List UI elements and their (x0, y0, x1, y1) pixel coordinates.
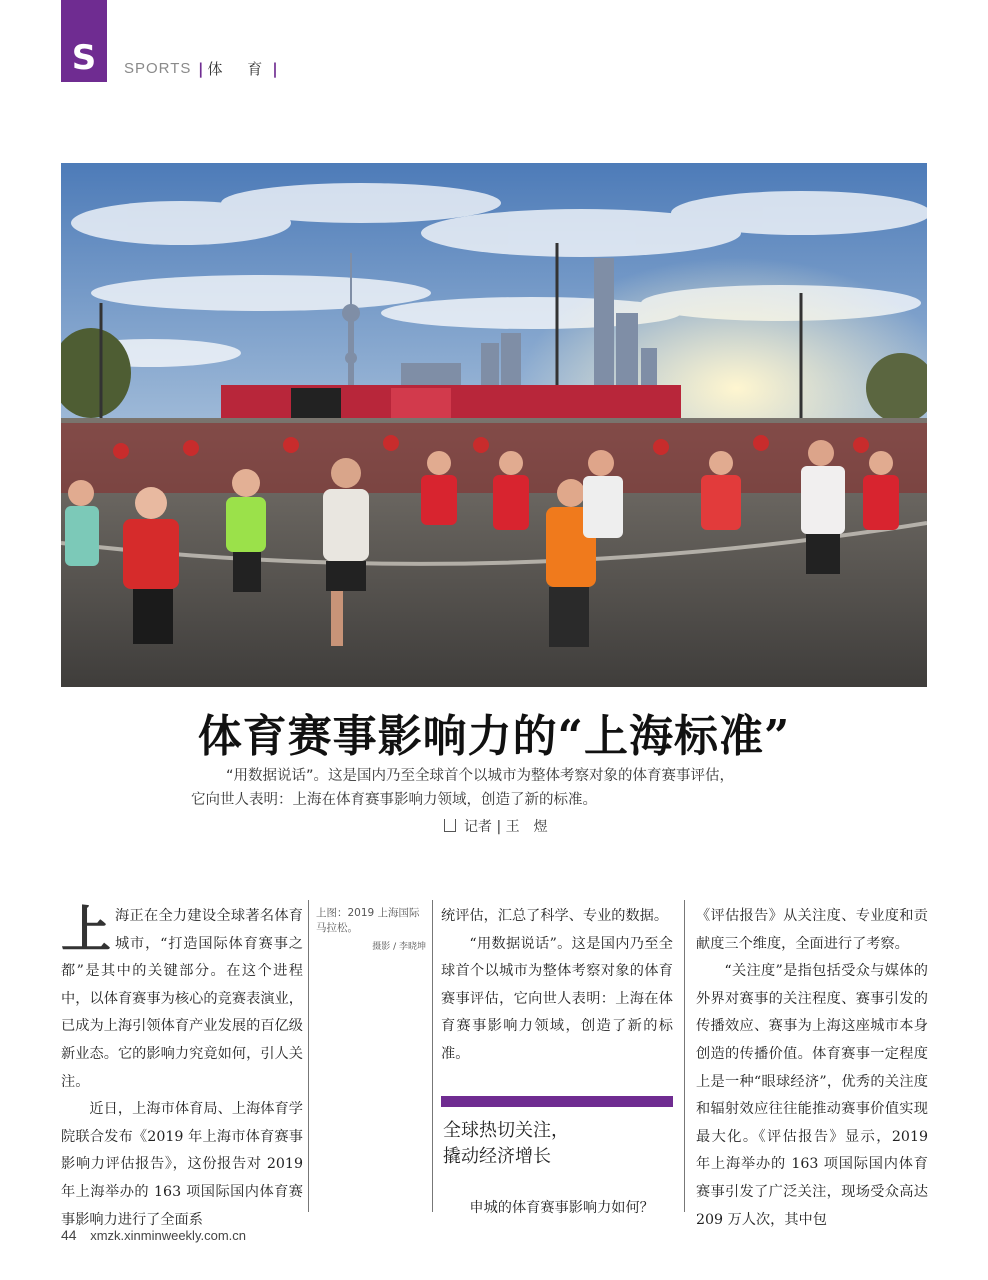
subhead-line-2: 撬动经济增长 (443, 1146, 551, 1167)
pen-icon (444, 819, 456, 832)
col4-paragraph-2: “关注度”是指包括受众与媒体的外界对赛事的关注程度、赛事引发的传播效应、赛事为上海这座城市本身创造的传播价值。体育赛事一定程度上是一种“眼球经济”，优秀的关注度和辐射效应往往能推动赛事价值实现最大化。《评估报告》显示，2019 年上海举办的 163 项国际国内体育赛事引发了广泛关注，现场受众高达 209 万人次，其中包 (696, 963, 928, 1228)
photo-credit: 摄影 / 李晓坤 (372, 942, 426, 952)
deck-line-2: 它向世人表明：上海在体育赛事影响力领域，创造了新的标准。 (191, 792, 597, 808)
drop-cap: 上 (61, 900, 111, 959)
section-bar-right: | (272, 60, 278, 78)
col1-paragraph-1: 海正在全力建设全球著名体育城市，“打造国际体育赛事之都”是其中的关键部分。在这个进程中，以体育赛事为核心的竞赛表演业，已成为上海引领体育产业发展的百亿级新业态。它的影响力究竟如何，引人关注。 (61, 908, 303, 1090)
photo-caption (316, 906, 426, 955)
col3-paragraph-2: “用数据说话”。这是国内乃至全球首个以城市为整体考察对象的体育赛事评估，它向世人表明：上海在体育赛事影响力领域，创造了新的标准。 (441, 935, 673, 1062)
section-label-cn (198, 58, 278, 79)
subhead-bar (441, 1096, 673, 1107)
byline (444, 816, 548, 836)
byline-name: 王 煜 (505, 819, 548, 835)
article-headline: 体育赛事影响力的“上海标准” (197, 711, 791, 762)
section-tab (61, 0, 107, 82)
col3-paragraph-3: 申城的体育赛事影响力如何？ (469, 1200, 654, 1216)
footer-url: xmzk.xinminweekly.com.cn (90, 1228, 246, 1243)
article-deck (170, 764, 830, 812)
section-label-en: SPORTS (124, 60, 192, 77)
marathon-photo (61, 163, 927, 687)
col3-paragraph-1: 统评估，汇总了科学、专业的数据。 (441, 908, 669, 924)
body-paragraph (61, 900, 303, 1096)
page-number: 44 (61, 1227, 77, 1243)
subhead (443, 1118, 673, 1170)
body-column-3 (441, 903, 673, 1069)
section-tab-letter: S (71, 38, 97, 78)
column-divider (308, 900, 309, 1212)
section-label-cn-text: 体 育 (207, 60, 273, 78)
byline-label: 记者 (464, 819, 492, 835)
column-divider (432, 900, 433, 1212)
section-bar-left: | (198, 60, 204, 78)
body-column-1 (61, 900, 303, 1234)
page-footer (61, 1227, 246, 1243)
column-divider (684, 900, 685, 1212)
subhead-line-1: 全球热切关注， (443, 1120, 569, 1141)
photo-caption-text: 上图：2019 上海国际马拉松。 (316, 907, 420, 934)
col4-paragraph-1: 《评估报告》从关注度、专业度和贡献度三个维度，全面进行了考察。 (696, 908, 928, 952)
body-column-4 (696, 903, 928, 1234)
byline-separator: | (496, 819, 502, 835)
col1-paragraph-2: 近日，上海市体育局、上海体育学院联合发布《2019 年上海市体育赛事影响力评估报告》，这份报告对 2019 年上海举办的 163 项国际国内体育赛事影响力进行了全面系 (61, 1101, 303, 1228)
deck-line-1: “用数据说话”。这是国内乃至全球首个以城市为整体考察对象的体育赛事评估， (226, 768, 735, 784)
